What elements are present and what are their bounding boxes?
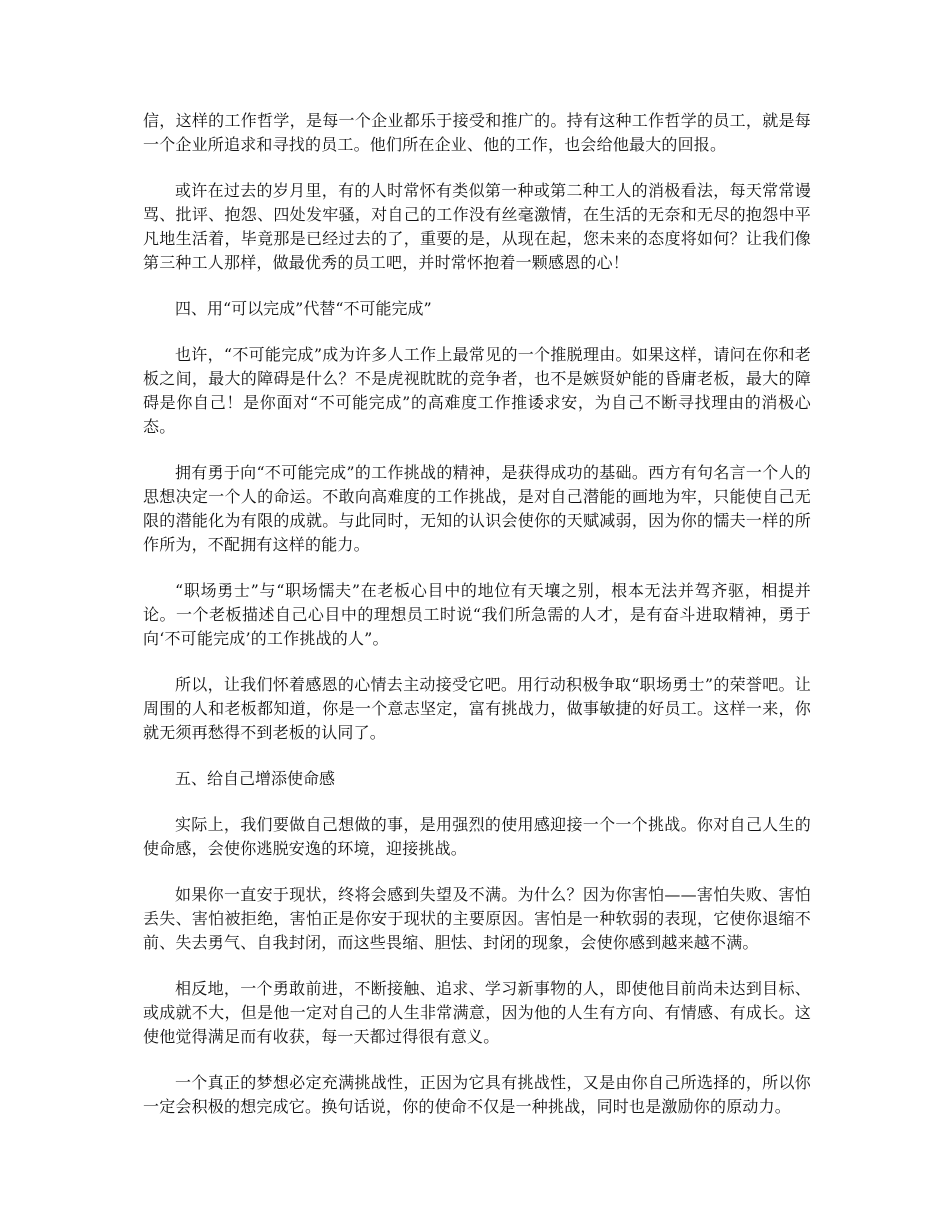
paragraph: 所以，让我们怀着感恩的心情去主动接受它吧。用行动积极争取“职场勇士”的荣誉吧。让周围的人和老板都知道，你是一个意志坚定，富有挑战力，做事敏捷的好员工。这样一来，你就无须再愁得不到老板的认同了。	[143, 675, 811, 742]
paragraph: “职场勇士”与“职场懦夫”在老板心目中的地位有天壤之别，根本无法并驾齐驱，相提并论。一个老板描述自己心目中的理想员工时说“我们所急需的人才，是有奋斗进取精神，勇于向‘不可能完成’的工作挑战的人”。	[143, 581, 811, 648]
paragraph: 一个真正的梦想必定充满挑战性，正因为它具有挑战性，又是由你自己所选择的，所以你一定会积极的想完成它。换句话说，你的使命不仅是一种挑战，同时也是激励你的原动力。	[143, 1073, 811, 1116]
document-body	[143, 109, 811, 1141]
paragraph: 相反地，一个勇敢前进，不断接触、追求、学习新事物的人，即使他目前尚未达到目标、或成就不大，但是他一定对自己的人生非常满意，因为他的人生有方向、有情感、有成长。这使他觉得满足而有收获，每一天都过得很有意义。	[143, 979, 811, 1046]
paragraph-continued: 信，这样的工作哲学，是每一个企业都乐于接受和推广的。持有这种工作哲学的员工，就是每一个企业所追求和寻找的员工。他们所在企业、他的工作，也会给他最大的回报。	[143, 111, 811, 154]
paragraph: 实际上，我们要做自己想做的事，是用强烈的使用感迎接一个一个挑战。你对自己人生的使命感，会使你逃脱安逸的环境，迎接挑战。	[143, 815, 811, 858]
paragraph: 如果你一直安于现状，终将会感到失望及不满。为什么？因为你害怕——害怕失败、害怕丢失、害怕被拒绝，害怕正是你安于现状的主要原因。害怕是一种软弱的表现，它使你退缩不前、失去勇气、自我封闭，而这些畏缩、胆怯、封闭的现象，会使你感到越来越不满。	[143, 885, 811, 952]
paragraph: 或许在过去的岁月里，有的人时常怀有类似第一种或第二种工人的消极看法，每天常常谩骂、批评、抱怨、四处发牢骚，对自己的工作没有丝毫激情，在生活的无奈和无尽的抱怨中平凡地生活着，毕竟那是已经过去的了，重要的是，从现在起，您未来的态度将如何？让我们像第三种工人那样，做最优秀的员工吧，并时常怀抱着一颗感恩的心！	[143, 181, 811, 272]
section-heading-5: 五、给自己增添使命感	[175, 769, 336, 788]
paragraph: 也许，“不可能完成”成为许多人工作上最常见的一个推脱理由。如果这样，请问在你和老板之间，最大的障碍是什么？不是虎视眈眈的竞争者，也不是嫉贤妒能的昏庸老板，最大的障碍是你自己！是你面对“不可能完成”的高难度工作推诿求安，为自己不断寻找理由的消极心态。	[143, 345, 811, 436]
section-heading-4: 四、用“可以完成”代替“不可能完成”	[175, 299, 432, 318]
paragraph: 拥有勇于向“不可能完成”的工作挑战的精神，是获得成功的基础。西方有句名言一个人的思想决定一个人的命运。不敢向高难度的工作挑战，是对自己潜能的画地为牢，只能使自己无限的潜能化为有限的成就。与此同时，无知的认识会使你的天赋减弱，因为你的懦夫一样的所作所为，不配拥有这样的能力。	[143, 463, 811, 554]
